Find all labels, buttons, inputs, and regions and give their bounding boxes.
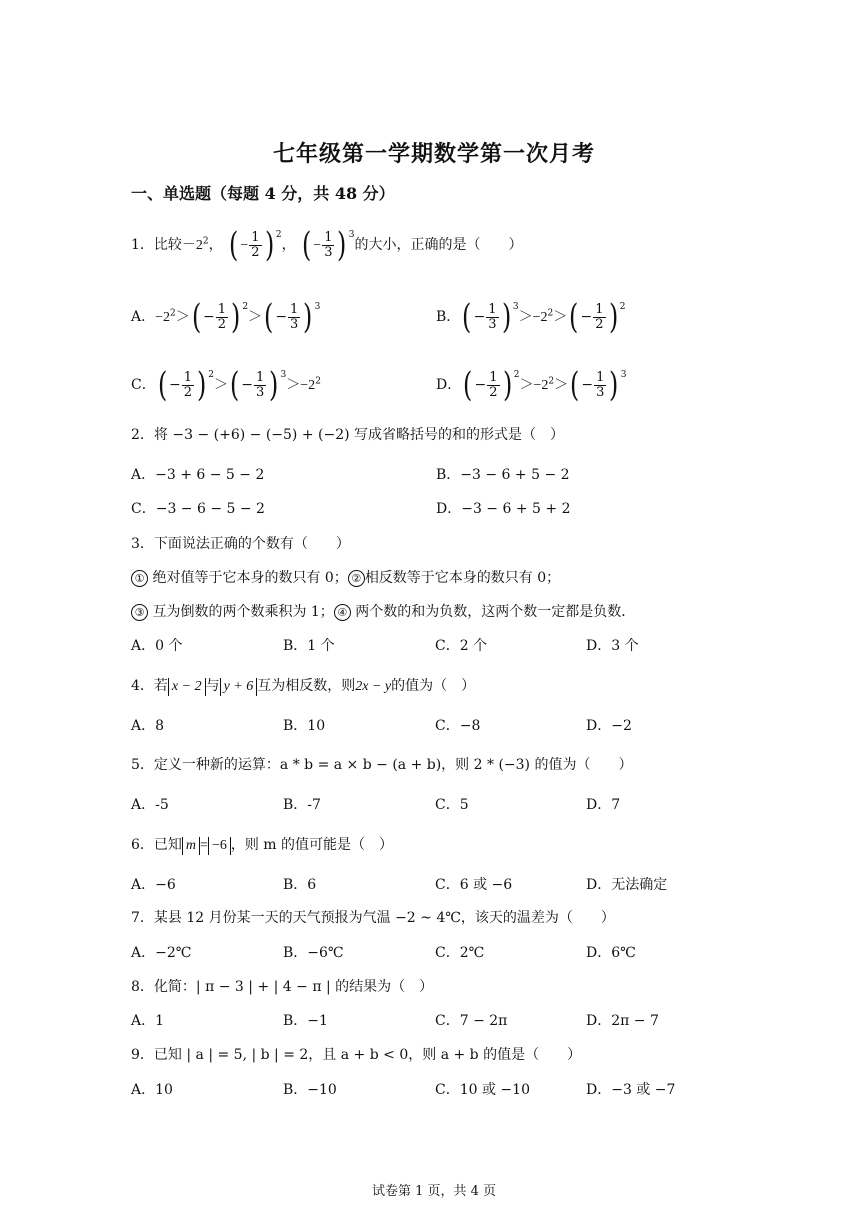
section-heading: 一、单选题（每题 4 分，共 48 分） (131, 184, 395, 203)
question-6-option-a[interactable]: A．−6 (131, 877, 176, 893)
question-2-stem: 2．将 −3 − (+6) − (−5) + (−2) 写成省略括号的和的形式是（ ） (131, 427, 565, 443)
question-2-option-b[interactable]: B．−3 − 6 + 5 − 2 (436, 467, 570, 483)
question-9-option-b[interactable]: B．−10 (283, 1082, 337, 1098)
question-2-option-a[interactable]: A．−3 + 6 − 5 − 2 (131, 467, 265, 483)
question-7-option-c[interactable]: C．2℃ (435, 945, 485, 961)
question-6-option-d[interactable]: D．无法确定 (586, 877, 668, 893)
question-3-statements-3-4: ③ 互为倒数的两个数乘积为 1； ④ 两个数的和为负数，这两个数一定都是负数． (131, 602, 635, 622)
question-1-option-c[interactable]: C．( − $\frac{1}{2}$ ) $^2$＞( − $\frac{1}{3}$ ) $^3>-2^2$ (131, 365, 321, 405)
question-9-stem: 9．已知 | a | = 5, | b | = 2，且 a + b < 0，则 a + b 的值是（ ） (131, 1047, 582, 1063)
question-7-option-a[interactable]: A．−2℃ (131, 945, 192, 961)
question-8-stem: 8．化简：| π − 3 | + | 4 − π | 的结果为（ ） (131, 979, 434, 995)
question-6-option-c[interactable]: C．6 或 −6 (435, 877, 513, 893)
question-5-stem: 5．定义一种新的运算：a * b = a × b − (a + b)，则 2 * (−3) 的值为（ ） (131, 757, 633, 773)
question-3-option-a[interactable]: A．0 个 (131, 638, 183, 654)
page-title: 七年级第一学期数学第一次月考 (272, 141, 595, 167)
fraction-neg-third-cube: ( − $\frac{1}{3}$ ) $^3$ (302, 225, 355, 265)
question-1-option-a[interactable]: A．$-2^2>$( − $\frac{1}{2}$ ) $^2$＞( − $\frac{1}{3}$ ) $^3$ (131, 297, 321, 337)
fraction-neg-half-sq: ( − $\frac{1}{2}$ ) $^2$ (229, 225, 282, 265)
question-4-stem: 4．若 x − 2 与 y + 6 互为相反数，则2x − y的值为（ ） (131, 678, 476, 694)
question-3-option-c[interactable]: C．2 个 (435, 638, 488, 654)
page-footer: 试卷第 1 页，共 4 页 (371, 1184, 497, 1199)
question-7-option-b[interactable]: B．−6℃ (283, 945, 344, 961)
question-2-option-d[interactable]: D．−3 − 6 + 5 + 2 (436, 501, 571, 517)
question-1-stem: 1．比较$-2^2$， ( − $\frac{1}{2}$ ) $^2$， ( − $\frac{1}{3}$ ) $^3$的大小，正确的是（ ） (131, 225, 523, 265)
question-5-option-c[interactable]: C．5 (435, 797, 469, 813)
question-6-option-b[interactable]: B．6 (283, 877, 317, 893)
question-8-option-b[interactable]: B．−1 (283, 1013, 328, 1029)
question-2-option-c[interactable]: C．−3 − 6 − 5 − 2 (131, 501, 265, 517)
question-5-option-b[interactable]: B．-7 (283, 797, 321, 813)
question-7-stem: 7．某县 12 月份某一天的天气预报为气温 −2 ~ 4℃，该天的温差为（ ） (131, 910, 615, 926)
question-4-option-c[interactable]: C．−8 (435, 718, 481, 734)
question-3-option-b[interactable]: B．1 个 (283, 638, 335, 654)
question-8-option-c[interactable]: C．7 − 2π (435, 1013, 508, 1029)
question-9-option-a[interactable]: A．10 (131, 1082, 173, 1098)
question-3-option-d[interactable]: D．3 个 (586, 638, 639, 654)
question-9-option-d[interactable]: D．−3 或 −7 (586, 1082, 676, 1098)
question-4-option-a[interactable]: A．8 (131, 718, 165, 734)
question-5-option-d[interactable]: D．7 (586, 797, 621, 813)
question-1-option-b[interactable]: B．( − $\frac{1}{3}$ ) $^3>-2^2>$( − $\frac{1}{2}$ ) $^2$ (436, 297, 626, 337)
question-1-option-d[interactable]: D．( − $\frac{1}{2}$ ) $^2>-2^2>$( − $\frac{1}{3}$ ) $^3$ (436, 365, 627, 405)
question-9-option-c[interactable]: C．10 或 −10 (435, 1082, 530, 1098)
question-8-option-a[interactable]: A．1 (131, 1013, 165, 1029)
question-5-option-a[interactable]: A．-5 (131, 797, 169, 813)
question-3-stem: 3．下面说法正确的个数有（ ） (131, 536, 350, 552)
question-4-option-b[interactable]: B．10 (283, 718, 326, 734)
question-6-stem: 6．已知 m = −6 ，则 m 的值可能是（ ） (131, 837, 394, 853)
question-8-option-d[interactable]: D．2π − 7 (586, 1013, 659, 1029)
question-7-option-d[interactable]: D．6℃ (586, 945, 636, 961)
question-3-statements-1-2: ① 绝对值等于它本身的数只有 0； ② 相反数等于它本身的数只有 0； (131, 568, 560, 588)
question-4-option-d[interactable]: D．−2 (586, 718, 632, 734)
